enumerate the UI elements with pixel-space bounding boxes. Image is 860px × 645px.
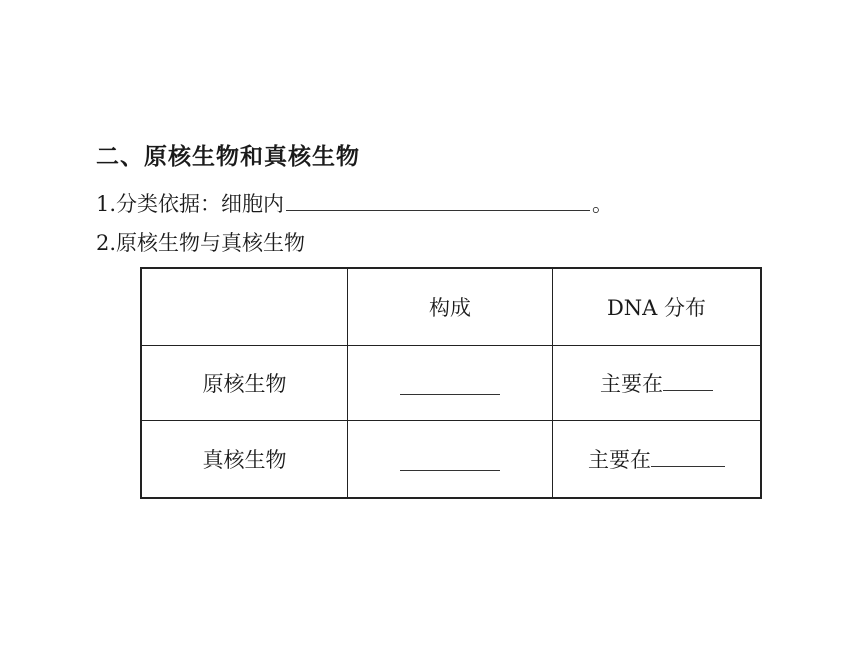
section-heading: 二、原核生物和真核生物 xyxy=(96,144,360,170)
question-1-suffix: 。 xyxy=(592,192,614,216)
question-2: 2.原核生物与真核生物 xyxy=(96,231,306,255)
eukaryote-composition-cell xyxy=(348,421,553,498)
eukaryote-composition-blank[interactable] xyxy=(400,450,500,471)
row-label-eukaryote: 真核生物 xyxy=(141,421,348,498)
eukaryote-dna-prefix: 主要在 xyxy=(588,448,651,473)
eukaryote-dna-blank[interactable] xyxy=(651,446,725,467)
prokaryote-dna-blank[interactable] xyxy=(663,370,713,391)
table-header-dna-distribution: DNA 分布 xyxy=(553,268,762,345)
prokaryote-dna-cell xyxy=(553,345,762,421)
table-row xyxy=(141,345,761,421)
row-label-prokaryote: 原核生物 xyxy=(141,345,348,421)
table-header-row xyxy=(141,268,761,345)
eukaryote-dna-cell xyxy=(553,421,762,498)
prokaryote-composition-cell xyxy=(348,345,553,421)
table-header-composition: 构成 xyxy=(348,268,553,345)
table-row xyxy=(141,421,761,498)
prokaryote-dna-prefix: 主要在 xyxy=(600,371,663,396)
question-1-blank[interactable] xyxy=(286,190,590,211)
comparison-table xyxy=(140,267,762,499)
prokaryote-composition-blank[interactable] xyxy=(400,374,500,395)
question-1-prefix: 1.分类依据：细胞内 xyxy=(96,192,285,216)
question-1 xyxy=(96,188,613,218)
table-header-empty xyxy=(141,268,348,345)
